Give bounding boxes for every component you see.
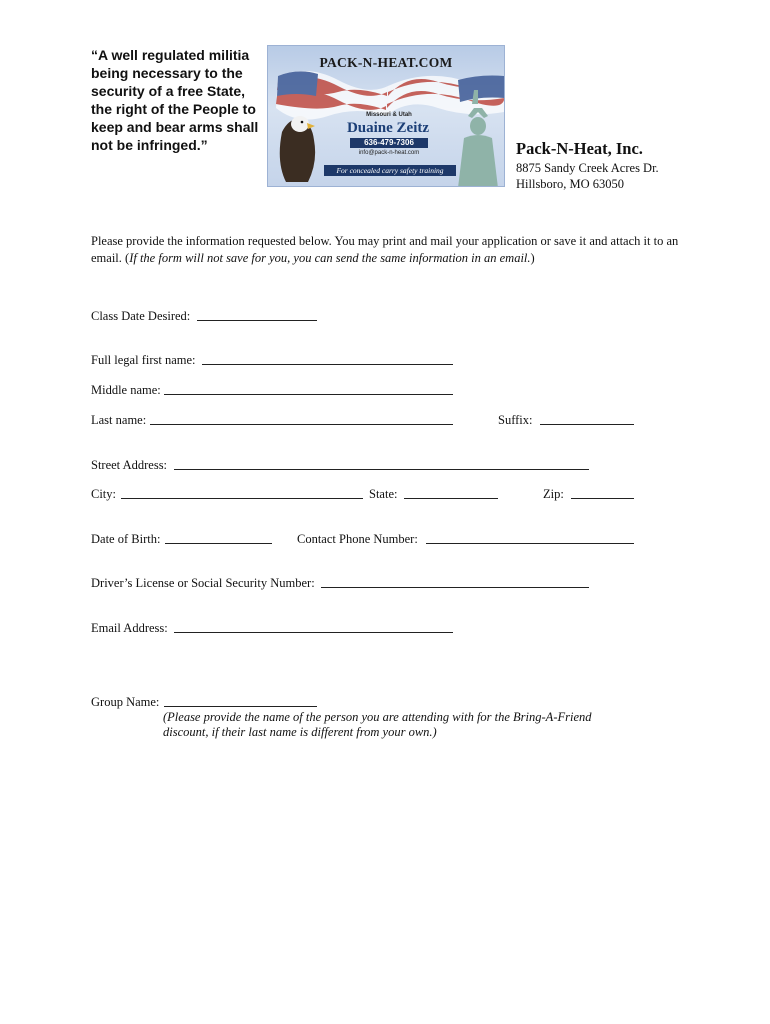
state-label: State: — [369, 487, 398, 501]
card-states: Missouri & Utah — [366, 112, 412, 118]
email-label: Email Address: — [91, 621, 168, 635]
company-city: Hillsboro, MO 63050 — [516, 177, 624, 191]
intro-italic-note: If the form will not save for you, you can send the same information in an email. — [129, 251, 531, 265]
card-website: PACK-N-HEAT.COM — [319, 55, 453, 70]
group-name-label: Group Name: — [91, 695, 160, 709]
middle-name-label: Middle name: — [91, 383, 161, 397]
class-date-field[interactable] — [197, 320, 317, 321]
card-name: Duaine Zeitz — [346, 120, 430, 136]
state-field[interactable] — [404, 498, 498, 499]
group-name-note: (Please provide the name of the person you are attending with for the Bring-A-Friend discount, if their last name is different from your own.) — [163, 710, 592, 739]
class-date-label: Class Date Desired: — [91, 309, 191, 323]
suffix-field[interactable] — [540, 424, 634, 425]
contact-phone-field[interactable] — [426, 543, 634, 544]
zip-label: Zip: — [543, 487, 564, 501]
email-field[interactable] — [174, 632, 453, 633]
card-phone: 636-479-7306 — [350, 138, 428, 148]
company-street: 8875 Sandy Creek Acres Dr. — [516, 161, 659, 175]
city-label: City: — [91, 487, 117, 501]
card-tagline: For concealed carry safety training — [324, 165, 456, 176]
city-field[interactable] — [121, 498, 363, 499]
suffix-label: Suffix: — [498, 413, 533, 427]
license-ssn-label: Driver’s License or Social Security Number: — [91, 576, 315, 590]
dob-label: Date of Birth: — [91, 532, 161, 546]
intro-paragraph: Please provide the information requested below. You may print and mail your application or save it and attach it to an email. (If the form will not save for you, you can send the same information in an email.) — [91, 234, 679, 265]
contact-phone-label: Contact Phone Number: — [297, 532, 418, 546]
card-email: info@pack-n-heat.com — [358, 150, 420, 156]
second-amendment-quote: “A well regulated militia being necessary to the security of a free State, the right of the People to keep and bear arms shall not be infringed.” — [91, 47, 259, 153]
group-name-field[interactable] — [164, 706, 317, 707]
dob-field[interactable] — [165, 543, 272, 544]
first-name-label: Full legal first name: — [91, 353, 196, 367]
middle-name-field[interactable] — [164, 394, 453, 395]
company-name: Pack-N-Heat, Inc. — [516, 139, 643, 158]
last-name-label: Last name: — [91, 413, 147, 427]
license-ssn-field[interactable] — [321, 587, 589, 588]
zip-field[interactable] — [571, 498, 634, 499]
street-address-field[interactable] — [174, 469, 589, 470]
first-name-field[interactable] — [202, 364, 453, 365]
business-card-image — [267, 45, 505, 187]
street-address-label: Street Address: — [91, 458, 168, 472]
last-name-field[interactable] — [150, 424, 453, 425]
